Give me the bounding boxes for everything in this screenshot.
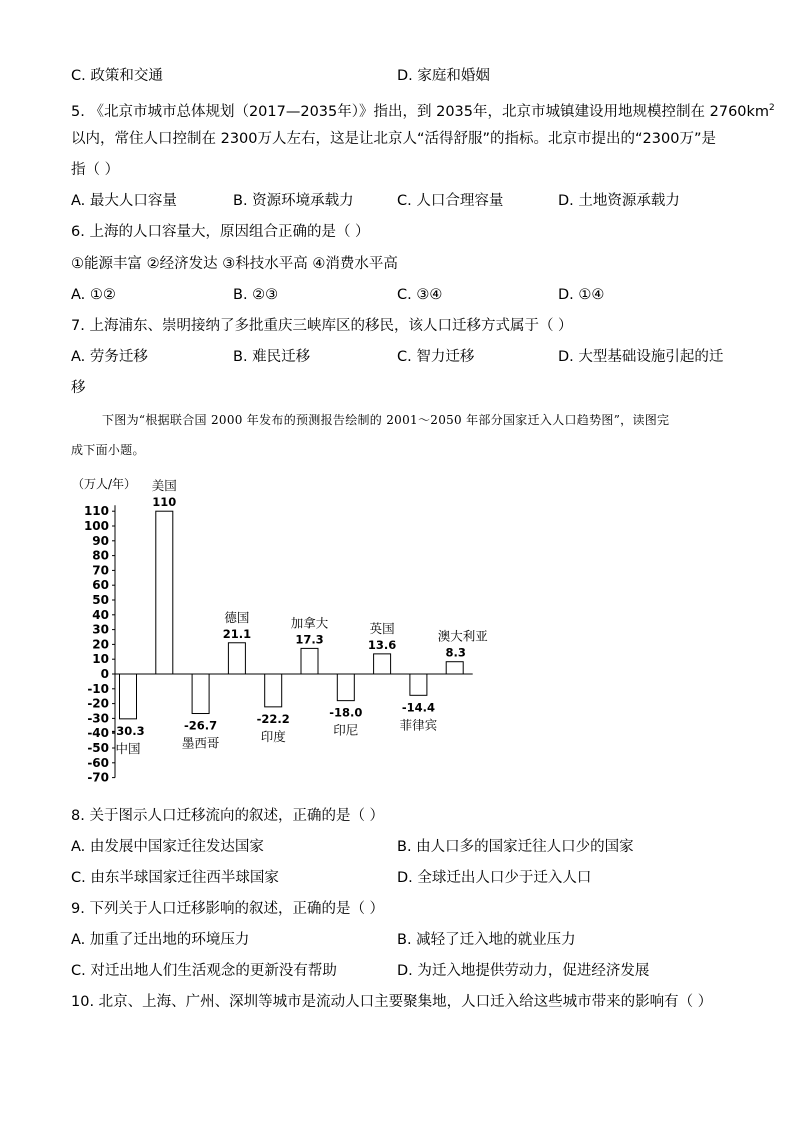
- question-5-option-a: A. 最大人口容量: [71, 193, 177, 209]
- bar-加拿大: [301, 648, 318, 674]
- value-label: -14.4: [401, 700, 435, 715]
- question-5-option-d: D. 土地资源承载力: [558, 193, 680, 209]
- bar-墨西哥: [192, 674, 209, 714]
- category-label: 英国: [369, 620, 395, 636]
- bar-德国: [228, 643, 245, 674]
- y-tick-label: 100: [83, 519, 109, 533]
- question-5-line-2: 以内，常住人口控制在 2300万人左右，这是让北京人“活得舒服”的指标。北京市提出的“2300万”是: [71, 131, 716, 147]
- question-8-option-b: B. 由人口多的国家迁往人口少的国家: [397, 839, 634, 855]
- value-label: -18.0: [329, 705, 363, 720]
- y-tick-label: -30: [87, 711, 109, 726]
- y-tick-label: -60: [87, 755, 109, 770]
- value-label: 8.3: [445, 645, 466, 660]
- option-d: D. 家庭和婚姻: [397, 68, 490, 84]
- value-label: 13.6: [367, 637, 397, 652]
- unit-superscript: 2: [769, 103, 775, 113]
- y-tick-label: 80: [92, 548, 109, 563]
- bar-澳大利亚: [446, 662, 463, 674]
- y-tick-label: -50: [87, 741, 109, 755]
- question-5-text: 5. 《北京市城市总体规划（2017—2035年）》指出，到 2035年，北京市城镇建设用地规模控制在 2760km: [71, 103, 770, 120]
- y-tick-label: 40: [92, 607, 109, 622]
- category-label: 印尼: [333, 722, 359, 738]
- question-5-line-3: 指（ ）: [71, 162, 120, 178]
- value-label: -26.7: [184, 718, 218, 733]
- category-label: 墨西哥: [181, 735, 220, 751]
- question-7-option-b: B. 难民迁移: [233, 349, 311, 365]
- bar-中国: [120, 674, 137, 719]
- y-tick-label: 0: [100, 667, 109, 681]
- y-tick-label: 70: [92, 563, 109, 578]
- bar-美国: [156, 511, 173, 674]
- category-label: 澳大利亚: [437, 628, 488, 644]
- category-label: 美国: [151, 478, 177, 494]
- y-axis-title: （万人/年）: [72, 477, 137, 491]
- question-5-option-b: B. 资源环境承载力: [233, 193, 354, 209]
- question-8-option-d: D. 全球迁出人口少于迁入人口: [397, 870, 592, 886]
- value-label: -22.2: [256, 711, 290, 726]
- option-c: C. 政策和交通: [71, 68, 163, 84]
- category-label: 中国: [115, 740, 141, 756]
- y-tick-label: 60: [92, 578, 109, 593]
- question-6-option-d: D. ①④: [558, 287, 605, 303]
- question-6-option-b: B. ②③: [233, 287, 279, 303]
- migration-bar-chart: [60, 470, 488, 800]
- question-7-option-a: A. 劳务迁移: [71, 349, 148, 365]
- bar-英国: [374, 654, 391, 674]
- question-9-stem: 9. 下列关于人口迁移影响的叙述，正确的是（ ）: [71, 901, 385, 917]
- y-tick-label: 90: [92, 533, 109, 548]
- y-tick-label: 10: [92, 652, 109, 667]
- y-tick-label: -20: [87, 696, 109, 711]
- question-7-option-d: D. 大型基础设施引起的迁: [558, 349, 724, 365]
- question-7-option-c: C. 智力迁移: [397, 349, 475, 365]
- question-5-line-1: [71, 98, 775, 122]
- question-6-conditions: ①能源丰富 ②经济发达 ③科技水平高 ④消费水平高: [71, 256, 398, 272]
- chart-intro-line-2: 成下面小题。: [71, 443, 145, 457]
- question-8-stem: 8. 关于图示人口迁移流向的叙述，正确的是（ ）: [71, 808, 385, 824]
- y-tick-label: -70: [87, 770, 109, 785]
- bar-印尼: [337, 674, 354, 701]
- value-label: -30.3: [111, 723, 145, 738]
- category-label: 印度: [260, 728, 286, 744]
- bar-印度: [265, 674, 282, 707]
- question-9-option-c: C. 对迁出地人们生活观念的更新没有帮助: [71, 963, 337, 979]
- question-6-stem: 6. 上海的人口容量大，原因组合正确的是（ ）: [71, 224, 370, 240]
- y-tick-label: -40: [87, 726, 109, 741]
- question-9-option-a: A. 加重了迁出地的环境压力: [71, 932, 250, 948]
- question-7-option-d-wrap: 移: [71, 380, 86, 396]
- question-8-option-c: C. 由东半球国家迁往西半球国家: [71, 870, 279, 886]
- y-tick-label: 30: [92, 622, 109, 637]
- category-label: 菲律宾: [399, 717, 438, 733]
- question-9-option-d: D. 为迁入地提供劳动力，促进经济发展: [397, 963, 650, 979]
- value-label: 21.1: [222, 626, 252, 641]
- value-label: 110: [152, 495, 177, 510]
- value-label: 17.3: [295, 632, 324, 647]
- question-9-option-b: B. 减轻了迁入地的就业压力: [397, 932, 576, 948]
- question-7-stem: 7. 上海浦东、崇明接纳了多批重庆三峡库区的移民，该人口迁移方式属于（ ）: [71, 318, 573, 334]
- question-8-option-a: A. 由发展中国家迁往发达国家: [71, 839, 264, 855]
- question-6-option-a: A. ①②: [71, 287, 116, 303]
- question-10-stem: 10. 北京、上海、广州、深圳等城市是流动人口主要聚集地，人口迁入给这些城市带来的影响有（ ）: [71, 994, 713, 1010]
- category-label: 加拿大: [290, 615, 329, 631]
- question-5-option-c: C. 人口合理容量: [397, 193, 504, 209]
- y-tick-label: 110: [83, 504, 109, 519]
- y-tick-label: -10: [87, 681, 109, 696]
- bar-菲律宾: [410, 674, 427, 695]
- question-6-option-c: C. ③④: [397, 287, 443, 303]
- y-tick-label: 50: [92, 593, 109, 607]
- category-label: 德国: [224, 609, 250, 625]
- chart-intro-line-1: 下图为“根据联合国 2000 年发布的预测报告绘制的 2001～2050 年部分国家迁入人口趋势图”，读图完: [102, 413, 670, 427]
- y-tick-label: 20: [92, 637, 109, 652]
